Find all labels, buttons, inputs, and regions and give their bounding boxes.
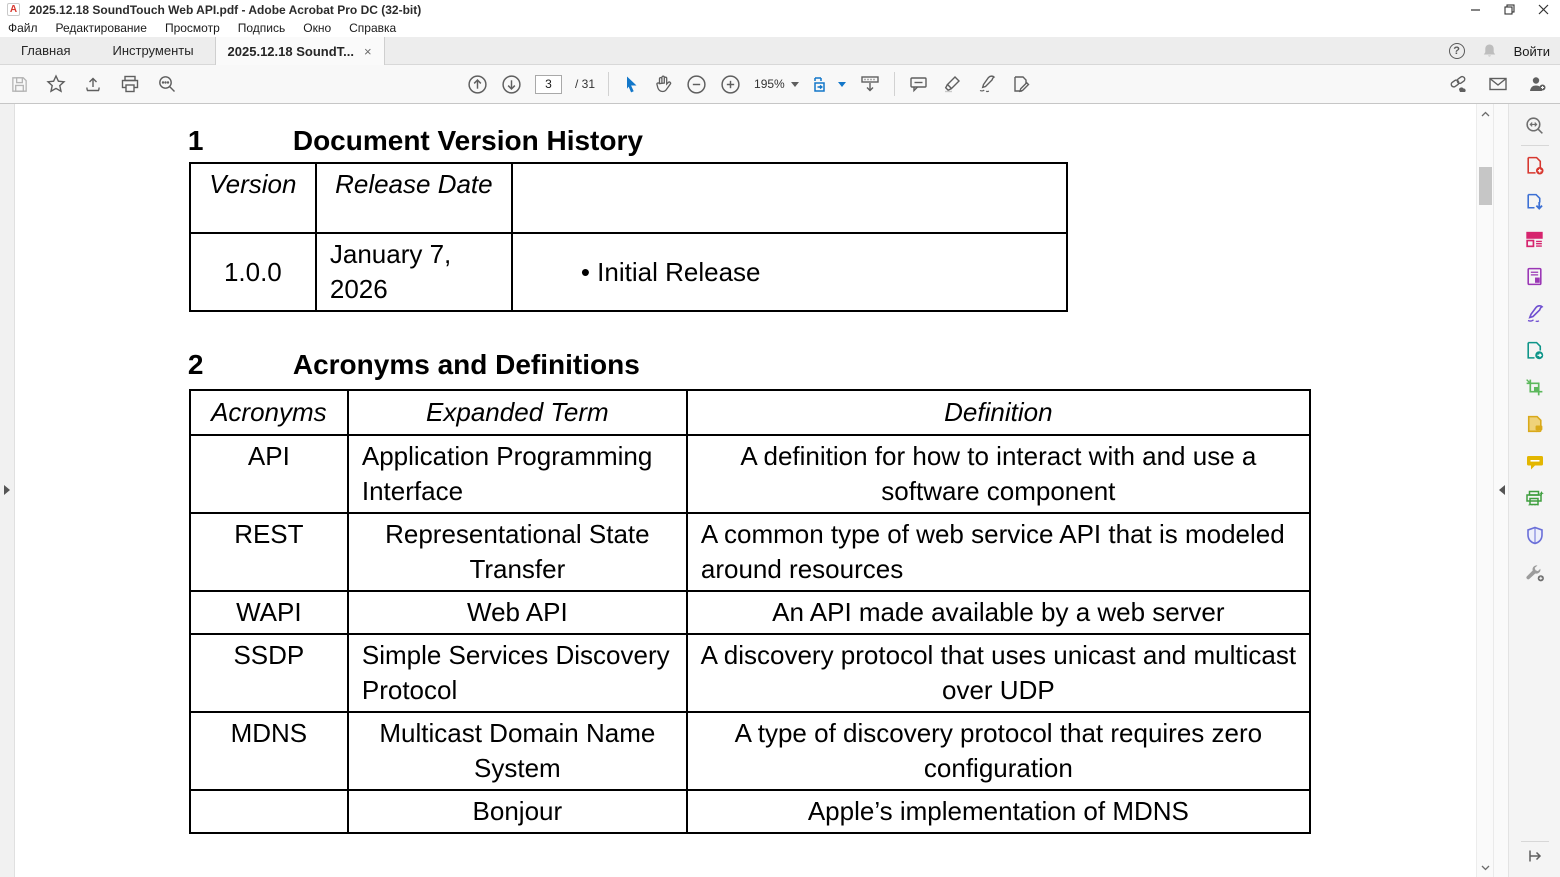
scrollbar-thumb[interactable] [1479, 167, 1492, 205]
hand-tool-icon[interactable] [653, 74, 673, 94]
zoom-in-icon[interactable] [720, 74, 741, 95]
sign-pen-icon[interactable] [976, 74, 998, 94]
menu-edit[interactable]: Редактирование [55, 21, 147, 35]
edit-pdf-icon[interactable] [1517, 221, 1553, 258]
more-tools-icon[interactable] [1517, 554, 1553, 591]
table-cell: January 7, 2026 [316, 233, 512, 311]
table-cell: A type of discovery protocol that requires zero configuration [687, 712, 1310, 790]
search-tools-icon[interactable] [1517, 107, 1553, 144]
fit-width-dropdown[interactable] [812, 74, 846, 94]
heading-number: 2 [187, 349, 204, 380]
tools-pane-handle[interactable] [1493, 104, 1509, 877]
tab-home[interactable]: Главная [21, 43, 71, 58]
close-button[interactable] [1526, 0, 1560, 19]
tab-tools[interactable]: Инструменты [112, 43, 194, 58]
table-row [190, 790, 1310, 833]
minimize-button[interactable] [1458, 0, 1492, 19]
help-icon[interactable]: ? [1449, 43, 1465, 59]
tab-document[interactable] [215, 37, 385, 65]
export-pdf-icon[interactable] [1517, 184, 1553, 221]
vertical-scrollbar[interactable] [1476, 104, 1493, 877]
table-cell: REST [190, 513, 348, 591]
toolbar-separator [608, 72, 609, 96]
table-cell: A common type of web service API that is modeled around resources [687, 513, 1310, 591]
table-cell: Representational State Transfer [348, 513, 687, 591]
column-header: Expanded Term [348, 390, 687, 435]
send-pdf-icon[interactable] [1517, 332, 1553, 369]
column-header: Version [190, 163, 316, 233]
share-upload-icon[interactable] [83, 74, 103, 94]
table-row [190, 634, 1310, 712]
nav-pane-toggle-icon[interactable] [4, 485, 10, 495]
menu-window[interactable]: Окно [303, 21, 332, 35]
window-title: 2025.12.18 SoundTouch Web API.pdf - Adobe Acrobat Pro DC (32-bit) [29, 2, 422, 17]
page-number-input[interactable] [535, 75, 562, 94]
star-favorites-icon[interactable] [46, 74, 66, 94]
scroll-down-button[interactable] [1477, 860, 1494, 875]
column-header: Acronyms [190, 390, 348, 435]
menu-bar [0, 19, 1560, 37]
restore-button[interactable] [1492, 0, 1526, 19]
zoom-out-icon[interactable] [686, 74, 707, 95]
table-cell: An API made available by a web server [687, 591, 1310, 634]
tools-rail [1508, 104, 1560, 877]
table-cell: Multicast Domain Name System [348, 712, 687, 790]
table-row [190, 591, 1310, 634]
comment-bubble-icon[interactable] [1517, 443, 1553, 480]
table-cell: WAPI [190, 591, 348, 634]
highlighter-icon[interactable] [942, 74, 963, 94]
column-header: Release Date [316, 163, 512, 233]
menu-view[interactable]: Просмотр [164, 21, 220, 35]
table-cell [190, 790, 348, 833]
rail-divider [1521, 145, 1549, 146]
table-cell: Web API [348, 591, 687, 634]
version-history-table [189, 162, 1068, 312]
table-row [190, 513, 1310, 591]
acronyms-table [189, 389, 1311, 834]
table-cell: • Initial Release [512, 233, 1067, 311]
share-link-icon[interactable] [1448, 74, 1470, 94]
column-header: Definition [687, 390, 1310, 435]
heading-number: 1 [187, 125, 204, 156]
crop-pages-icon[interactable] [1517, 369, 1553, 406]
document-tab-label: 2025.12.18 SoundT... [227, 43, 354, 59]
zoom-level-label: 195% [754, 77, 785, 91]
table-cell: A discovery protocol that uses unicast and multicast over UDP [687, 634, 1310, 712]
heading-title: Acronyms and Definitions [292, 349, 640, 380]
zoom-level-dropdown[interactable] [754, 77, 799, 91]
protect-shield-icon[interactable] [1517, 517, 1553, 554]
menu-file[interactable]: Файл [8, 21, 38, 35]
next-page-icon[interactable] [501, 74, 522, 95]
column-header [512, 163, 1067, 233]
tab-close-icon[interactable]: × [364, 43, 372, 59]
chevron-down-icon [838, 82, 846, 87]
notifications-bell-icon[interactable] [1482, 43, 1497, 59]
table-cell: Simple Services Discovery Protocol [348, 634, 687, 712]
table-cell: API [190, 435, 348, 513]
print-icon[interactable] [120, 74, 140, 94]
rail-divider [1521, 841, 1549, 842]
comment-note-icon[interactable] [908, 74, 929, 94]
sign-in-button[interactable]: Войти [1513, 43, 1550, 59]
save-icon[interactable] [10, 75, 29, 94]
search-icon[interactable] [157, 74, 177, 94]
previous-page-icon[interactable] [467, 74, 488, 95]
chevron-down-icon [791, 82, 799, 87]
title-bar [0, 0, 1560, 19]
table-cell: 1.0.0 [190, 233, 316, 311]
table-cell: Apple’s implementation of MDNS [687, 790, 1310, 833]
add-person-icon[interactable] [1526, 74, 1548, 94]
section-heading-1 [15, 125, 1476, 157]
table-cell: SSDP [190, 634, 348, 712]
expand-tools-panel-icon[interactable] [1517, 843, 1553, 869]
fit-width-icon [812, 74, 832, 94]
section-heading-2 [15, 349, 1476, 381]
table-row [190, 435, 1310, 513]
table-cell: MDNS [190, 712, 348, 790]
tools-pane-toggle-icon[interactable] [1499, 485, 1505, 495]
table-cell: Application Programming Interface [348, 435, 687, 513]
combine-files-icon[interactable] [1517, 406, 1553, 443]
toolbar-separator [894, 72, 895, 96]
pdf-page [15, 104, 1476, 877]
toolbar [0, 65, 1560, 104]
table-row [190, 712, 1310, 790]
tab-bar [0, 37, 1560, 65]
organize-pages-icon[interactable] [1517, 258, 1553, 295]
menu-help[interactable]: Справка [349, 21, 397, 35]
pdf-file-icon: A [7, 3, 20, 16]
scroll-view-icon[interactable] [859, 74, 881, 94]
menu-sign[interactable]: Подпись [237, 21, 286, 35]
table-cell: Bonjour [348, 790, 687, 833]
fill-sign-pen-icon[interactable] [1517, 295, 1553, 332]
heading-title: Document Version History [292, 125, 643, 156]
fill-sign-icon[interactable] [1011, 74, 1032, 94]
print-production-icon[interactable] [1517, 480, 1553, 517]
scroll-up-button[interactable] [1477, 106, 1494, 121]
page-total-label: / 31 [575, 77, 596, 91]
table-cell: A definition for how to interact with and use a software component [687, 435, 1310, 513]
create-pdf-icon[interactable] [1517, 147, 1553, 184]
select-cursor-icon[interactable] [622, 75, 640, 94]
nav-pane-strip[interactable] [0, 104, 15, 877]
email-icon[interactable] [1487, 74, 1509, 94]
